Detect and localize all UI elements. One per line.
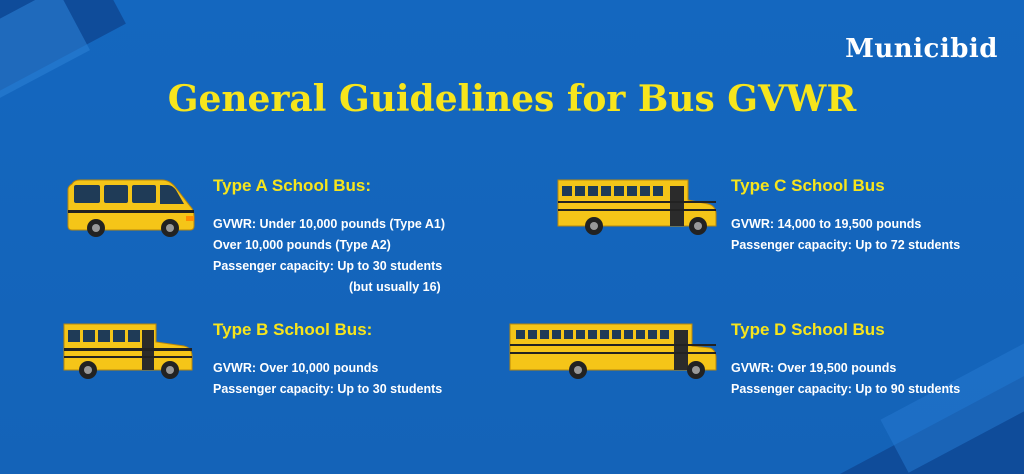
type-d-bus-icon	[506, 320, 720, 382]
type-a-line: GVWR: Under 10,000 pounds (Type A1)	[213, 217, 445, 231]
type-b-line: Passenger capacity: Up to 30 students	[213, 382, 443, 396]
type-c-line: GVWR: 14,000 to 19,500 pounds	[731, 217, 922, 231]
type-b-bus-icon	[60, 320, 196, 382]
type-d-heading: Type D School Bus	[731, 320, 885, 339]
type-c-bus-icon	[554, 176, 718, 238]
type-a-heading: Type A School Bus:	[213, 176, 372, 195]
type-d-line: Passenger capacity: Up to 90 students	[731, 382, 961, 396]
type-a-line: (but usually 16)	[349, 280, 441, 294]
type-a-line: Over 10,000 pounds (Type A2)	[213, 238, 391, 252]
type-b-line: GVWR: Over 10,000 pounds	[213, 361, 379, 375]
type-b-info	[213, 320, 442, 400]
type-c-line: Passenger capacity: Up to 72 students	[731, 238, 961, 252]
type-a-info	[213, 176, 445, 298]
type-c-info	[731, 176, 960, 256]
type-d-info	[731, 320, 960, 400]
page-title: General Guidelines for Bus GVWR	[167, 78, 857, 120]
type-d-line: GVWR: Over 19,500 pounds	[731, 361, 897, 375]
type-a-line: Passenger capacity: Up to 30 students	[213, 259, 443, 273]
type-a-van-bus-icon	[66, 176, 196, 238]
type-b-heading: Type B School Bus:	[213, 320, 373, 339]
brand-logo: Municibid	[845, 34, 998, 64]
type-c-heading: Type C School Bus	[731, 176, 885, 195]
